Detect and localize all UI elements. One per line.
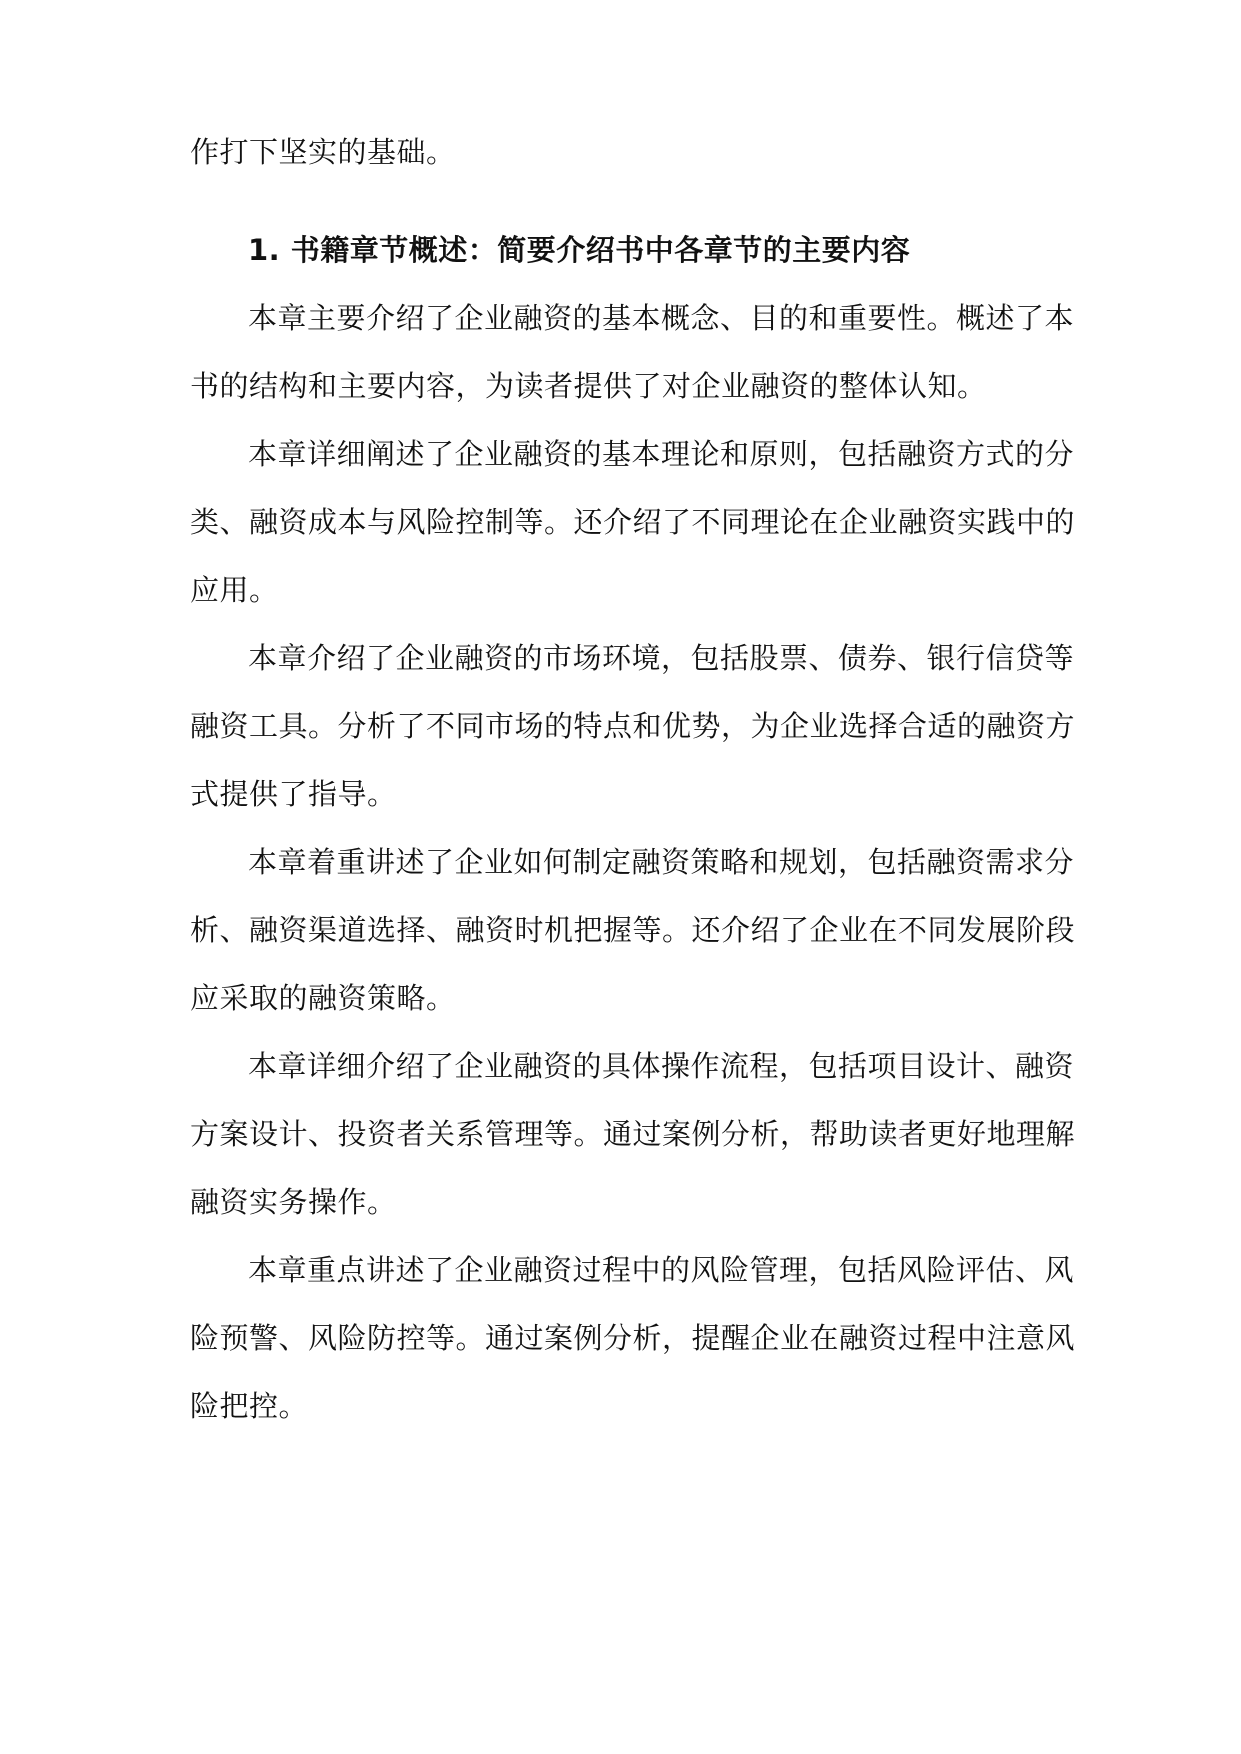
paragraph-4-line-3: 应采取的融资策略。 — [190, 981, 456, 1015]
paragraph-6-line-1: 本章重点讲述了企业融资过程中的风险管理，包括风险评估、风 — [248, 1253, 1075, 1287]
paragraph-3-line-1: 本章介绍了企业融资的市场环境，包括股票、债券、银行信贷等 — [248, 641, 1075, 675]
section-heading: 1. 书籍章节概述：简要介绍书中各章节的主要内容 — [248, 233, 911, 267]
paragraph-3-line-2: 融资工具。分析了不同市场的特点和优势，为企业选择合适的融资方 — [190, 709, 1076, 743]
paragraph-5-line-2: 方案设计、投资者关系管理等。通过案例分析，帮助读者更好地理解 — [190, 1117, 1076, 1151]
paragraph-2-line-2: 类、融资成本与风险控制等。还介绍了不同理论在企业融资实践中的 — [190, 505, 1076, 539]
paragraph-2-line-3: 应用。 — [190, 573, 279, 607]
paragraph-4-line-1: 本章着重讲述了企业如何制定融资策略和规划，包括融资需求分 — [248, 845, 1075, 879]
paragraph-5-line-3: 融资实务操作。 — [190, 1185, 397, 1219]
paragraph-1-line-1: 本章主要介绍了企业融资的基本概念、目的和重要性。概述了本 — [248, 301, 1075, 335]
paragraph-1-line-2: 书的结构和主要内容，为读者提供了对企业融资的整体认知。 — [190, 369, 987, 403]
paragraph-2-line-1: 本章详细阐述了企业融资的基本理论和原则，包括融资方式的分 — [248, 437, 1075, 471]
paragraph-6-line-3: 险把控。 — [190, 1389, 309, 1423]
paragraph-6-line-2: 险预警、风险防控等。通过案例分析，提醒企业在融资过程中注意风 — [190, 1321, 1076, 1355]
paragraph-4-line-2: 析、融资渠道选择、融资时机把握等。还介绍了企业在不同发展阶段 — [190, 913, 1076, 947]
paragraph-5-line-1: 本章详细介绍了企业融资的具体操作流程，包括项目设计、融资 — [248, 1049, 1075, 1083]
continuation-text: 作打下坚实的基础。 — [190, 135, 456, 169]
paragraph-3-line-3: 式提供了指导。 — [190, 777, 397, 811]
